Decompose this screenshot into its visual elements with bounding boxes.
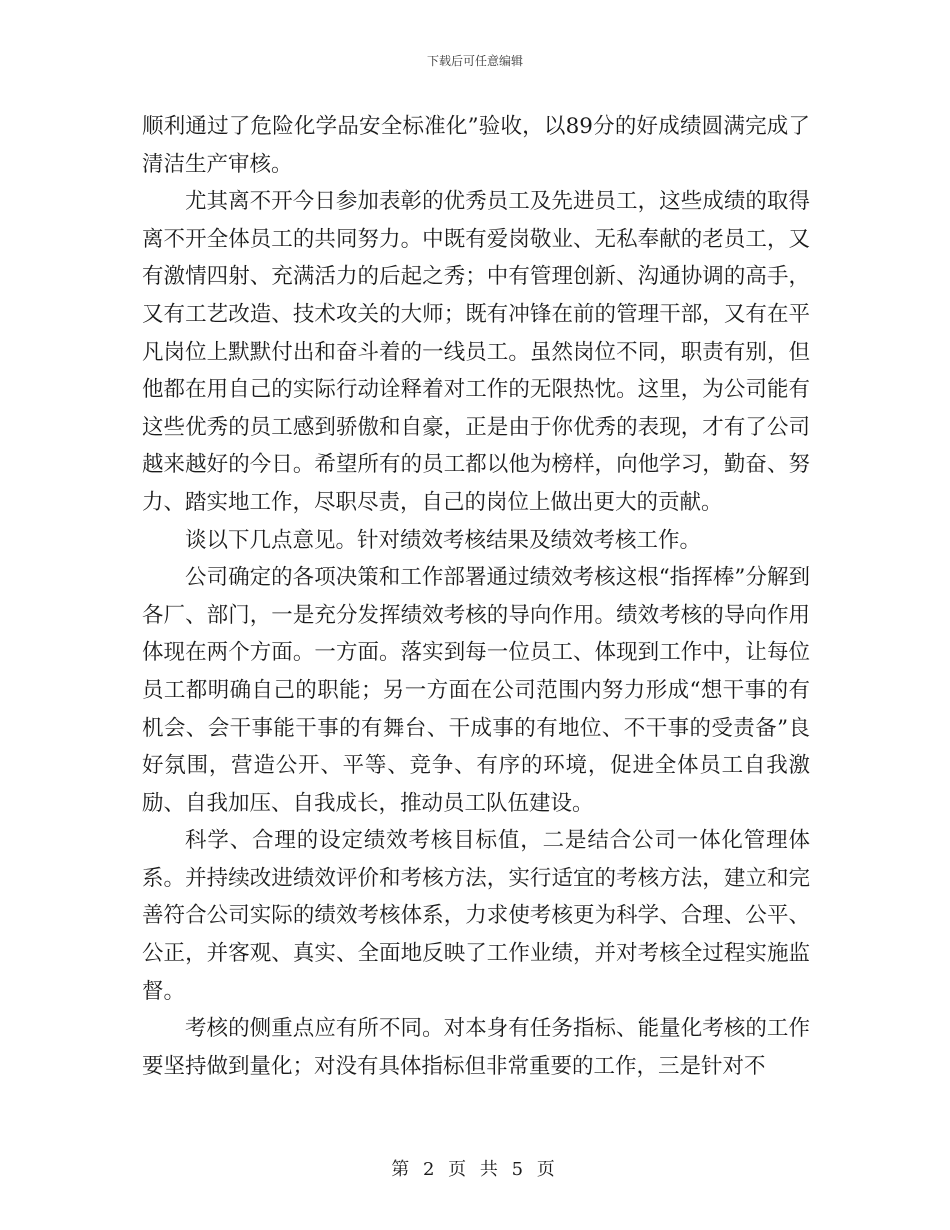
paragraph-6: 考核的侧重点应有所不同。对本身有任务指标、能量化考核的工作要坚持做到量化；对没有具体指标但非常重要的工作，三是针对不	[142, 1016, 810, 1079]
paragraph-1: 顺利通过了危险化学品安全标准化”验收，以89分的好成绩圆满完成了清洁生产审核。	[142, 114, 810, 177]
paragraph-5: 科学、合理的设定绩效考核目标值，二是结合公司一体化管理体系。并持续改进绩效评价和考核方法，实行适宜的考核方法，建立和完善符合公司实际的绩效考核体系，力求使考核更为科学、合理、公平、公正，并客观、真实、全面地反映了工作业绩，并对考核全过程实施监督。	[142, 828, 810, 1004]
paragraph-4: 公司确定的各项决策和工作部署通过绩效考核这根“指挥棒”分解到各厂、部门，一是充分发挥绩效考核的导向作用。绩效考核的导向作用体现在两个方面。一方面。落实到每一位员工、体现到工作中，让每位员工都明确自己的职能；另一方面在公司范围内努力形成“想干事的有机会、会干事能干事的有舞台、干成事的有地位、不干事的受责备”良好氛围，营造公开、平等、竞争、有序的环境，促进全体员工自我激励、自我加压、自我成长，推动员工队伍建设。	[142, 565, 810, 816]
paragraph-3: 谈以下几点意见。针对绩效考核结果及绩效考核工作。	[185, 527, 702, 553]
page-number-footer: 第 2 页 共 5 页	[391, 1159, 559, 1180]
document-body	[142, 108, 810, 1085]
paragraph-2: 尤其离不开今日参加表彰的优秀员工及先进员工，这些成绩的取得离不开全体员工的共同努力。中既有爱岗敬业、无私奉献的老员工，又有激情四射、充满活力的后起之秀；中有管理创新、沟通协调的高手，又有工艺改造、技术攻关的大师；既有冲锋在前的管理干部，又有在平凡岗位上默默付出和奋斗着的一线员工。虽然岗位不同，职责有别，但他都在用自己的实际行动诠释着对工作的无限热忱。这里，为公司能有这些优秀的员工感到骄傲和自豪，正是由于你优秀的表现，才有了公司越来越好的今日。希望所有的员工都以他为榜样，向他学习，勤奋、努力、踏实地工作，尽职尽责，自己的岗位上做出更大的贡献。	[142, 189, 810, 515]
page-header: 下载后可任意编辑	[426, 54, 523, 68]
